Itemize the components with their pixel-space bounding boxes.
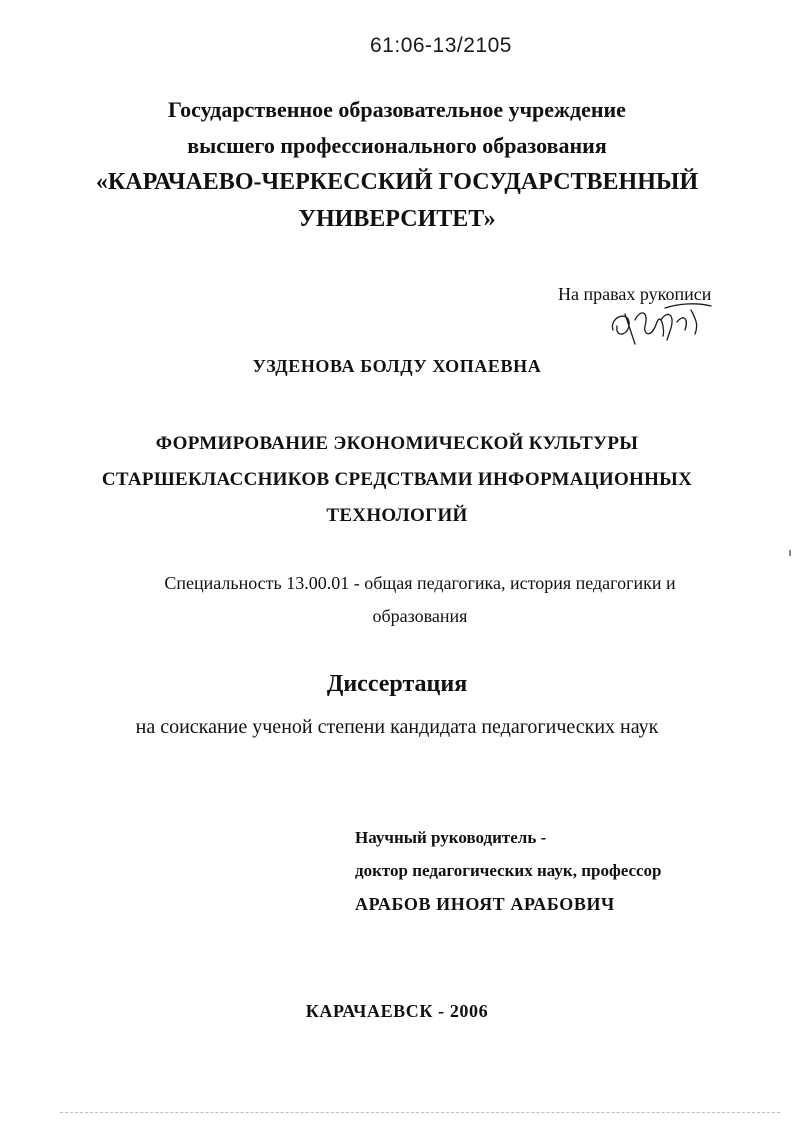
dissertation-title — [0, 426, 794, 534]
specialty-line-1: Специальность 13.00.01 - общая педагогика, история педагогики и — [164, 573, 676, 593]
author-name: УЗДЕНОВА БОЛДУ ХОПАЕВНА — [252, 356, 542, 376]
institution-line-2: высшего профессионального образования — [187, 133, 607, 158]
specialty-line-2: образования — [372, 606, 468, 626]
title-line-2: СТАРШЕКЛАССНИКОВ СРЕДСТВАМИ ИНФОРМАЦИОННЫХ — [101, 469, 693, 490]
advisor-credentials: доктор педагогических наук, профессор — [355, 861, 662, 880]
institution-line-1: Государственное образовательное учреждение — [168, 97, 626, 122]
specialty — [110, 567, 730, 633]
institution-line-3: «КАРАЧАЕВО-ЧЕРКЕССКИЙ ГОСУДАРСТВЕННЫЙ — [95, 169, 699, 195]
scan-artifact-line — [60, 1112, 780, 1113]
manuscript-rights-note: На правах рукописи — [558, 284, 712, 304]
city-year: КАРАЧАЕВСК - 2006 — [305, 1001, 489, 1021]
title-line-1: ФОРМИРОВАНИЕ ЭКОНОМИЧЕСКОЙ КУЛЬТУРЫ — [155, 433, 639, 454]
advisor-name: АРАБОВ ИНОЯТ АРАБОВИЧ — [355, 894, 615, 914]
institution-line-4: УНИВЕРСИТЕТ» — [298, 206, 496, 232]
title-line-3: ТЕХНОЛОГИЙ — [326, 505, 468, 526]
scan-edge-mark — [789, 550, 791, 556]
degree-sought: на соискание ученой степени кандидата педагогических наук — [135, 716, 659, 738]
author-signature — [605, 300, 715, 350]
document-type: Диссертация — [326, 671, 468, 697]
advisor-role: Научный руководитель - — [355, 828, 547, 847]
catalog-code: 61:06-13/2105 — [370, 34, 512, 57]
